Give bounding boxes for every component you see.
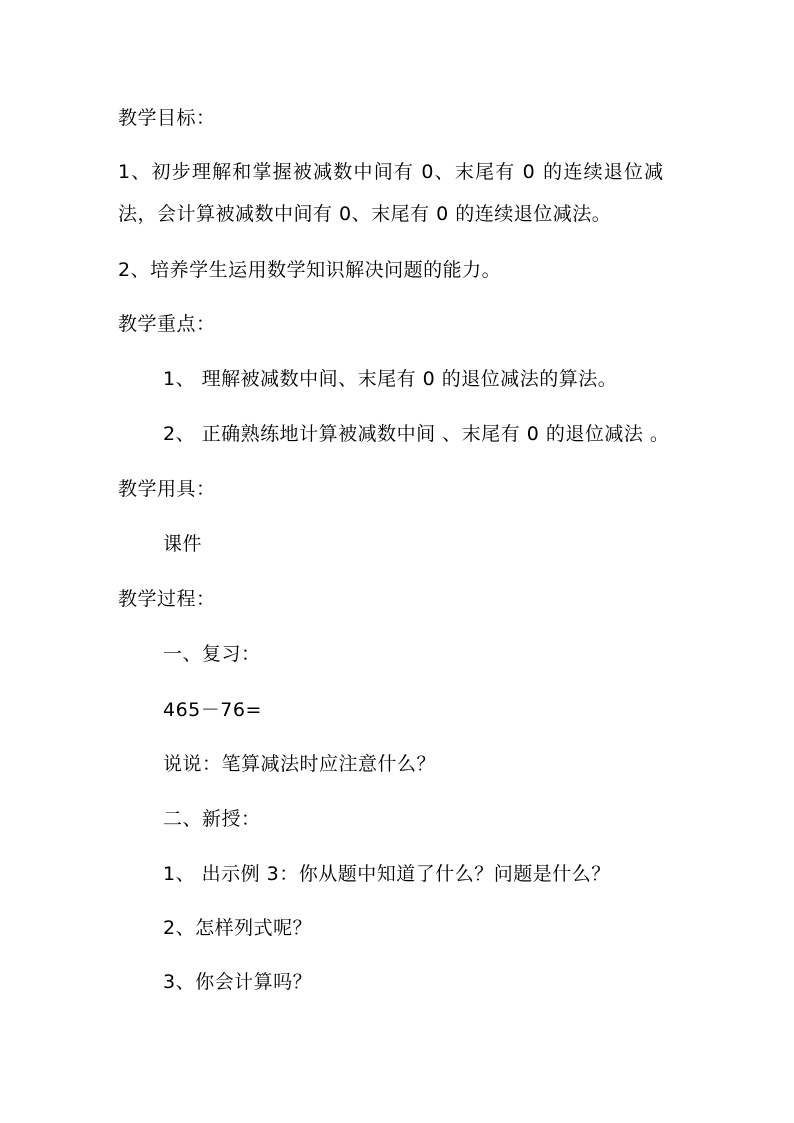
new-lesson-step-3: 3、你会计算吗？ xyxy=(163,971,313,993)
section-new-lesson: 二、新授： xyxy=(163,808,261,830)
heading-teaching-process: 教学过程： xyxy=(118,588,216,610)
heading-key-points: 教学重点： xyxy=(118,313,216,335)
key-point-2: 2、 正确熟练地计算被减数中间 、末尾有 0 的退位减法 。 xyxy=(163,423,670,445)
section-review: 一、复习： xyxy=(163,643,261,665)
review-equation: 465－76= xyxy=(163,699,262,721)
heading-teaching-goals: 教学目标： xyxy=(118,107,216,129)
heading-teaching-tools: 教学用具： xyxy=(118,478,216,500)
new-lesson-step-2: 2、怎样列式呢？ xyxy=(163,917,313,939)
key-point-1: 1、 理解被减数中间、末尾有 0 的退位减法的算法。 xyxy=(163,368,618,390)
review-question: 说说：笔算减法时应注意什么？ xyxy=(163,753,437,775)
goal-1-line-2: 法，会计算被减数中间有 0、末尾有 0 的连续退位减法。 xyxy=(118,203,612,225)
goal-2: 2、培养学生运用数学知识解决问题的能力。 xyxy=(118,259,502,281)
goal-1-line-1: 1、初步理解和掌握被减数中间有 0、末尾有 0 的连续退位减 xyxy=(118,161,665,183)
new-lesson-step-1: 1、 出示例 3：你从题中知道了什么？问题是什么？ xyxy=(163,863,611,885)
teaching-tool-item: 课件 xyxy=(163,533,203,555)
